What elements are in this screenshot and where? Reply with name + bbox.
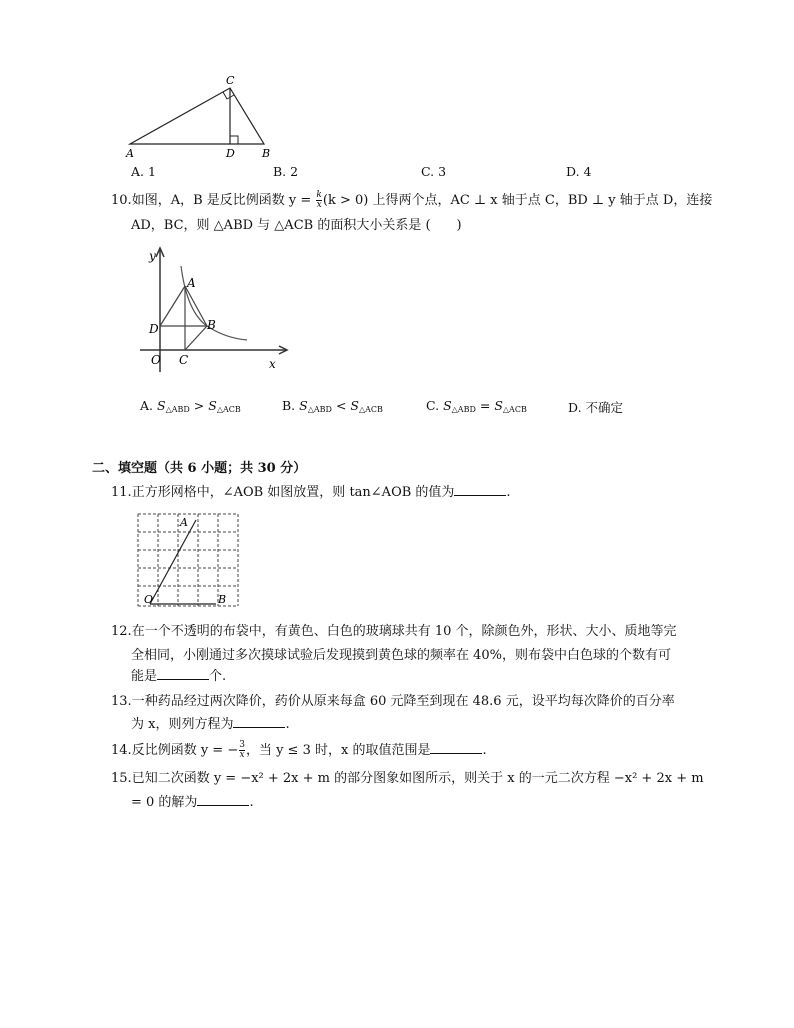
q10-line-2: AD，BC，则 △ABD 与 △ACB 的面积大小关系是 ( ) <box>131 218 462 233</box>
label-y: y <box>149 249 156 263</box>
q14-answer-blank[interactable] <box>430 741 482 754</box>
q10-option-b[interactable]: B. $S_{\triangle ABD} < S_{\triangle ACB}$ <box>282 398 383 414</box>
q12-line-2: 全相同，小刚通过多次摸球试验后发现摸到黄色球的频率在 40%，则布袋中白色球的个数有可 <box>131 648 672 663</box>
q10-number: 10. <box>111 193 132 208</box>
q10-hyperbola-figure <box>135 242 295 374</box>
q12-number: 12. <box>111 624 132 639</box>
label-b: B <box>207 318 216 332</box>
q15-line-2: = 0 的解为 . <box>131 795 254 810</box>
label-c: C <box>179 353 189 367</box>
q11-answer-blank[interactable] <box>454 483 506 496</box>
q11-grid-figure <box>136 512 240 610</box>
q12-answer-blank[interactable] <box>157 667 209 680</box>
section-2-title: 二、填空题（共 6 小题；共 30 分） <box>92 461 307 476</box>
label-x: x <box>269 357 276 371</box>
label-c: C <box>226 74 235 87</box>
q15-line-1: 15.已知二次函数 y = −x² + 2x + m 的部分图象如图所示，则关于 x 的一元二次方程 −x² + 2x + m <box>111 771 704 786</box>
label-b: B <box>262 147 271 160</box>
q13-answer-blank[interactable] <box>233 715 285 728</box>
q10-option-d[interactable]: D. 不确定 <box>568 400 624 415</box>
q14-line: 14.反比例函数 y = − $\frac{3}{x}$ ，当 y ≤ 3 时，x 的取值范围是 . <box>111 740 487 760</box>
q9-option-d[interactable]: D. 4 <box>566 164 592 179</box>
q10-option-a[interactable]: A. $S_{\triangle ABD} > S_{\triangle ACB}$ <box>140 398 241 414</box>
q10-option-c[interactable]: C. $S_{\triangle ABD} = S_{\triangle ACB}$ <box>426 398 527 414</box>
segment-bc <box>185 326 207 350</box>
label-o: O <box>151 353 161 367</box>
q12-line-1: 12.在一个不透明的布袋中，有黄色、白色的玻璃球共有 10 个，除颜色外，形状、大小、质地等完 <box>111 624 677 639</box>
segment-ab <box>185 286 207 326</box>
q13-number: 13. <box>111 694 132 709</box>
label-a: A <box>126 147 134 160</box>
label-a: A <box>187 276 196 290</box>
label-o: O <box>144 593 154 606</box>
q9-triangle-figure <box>122 72 282 160</box>
q9-option-a[interactable]: A. 1 <box>131 164 156 179</box>
label-d: D <box>226 147 235 160</box>
q10-line-1: 10.如图，A，B 是反比例函数 y = $\frac{k}{x}$ (k > 0) 上得两个点，AC ⊥ x 轴于点 C，BD ⊥ y 轴于点 D，连接 <box>111 190 713 210</box>
ray-oa <box>150 520 196 604</box>
q9-option-b[interactable]: B. 2 <box>273 164 299 179</box>
q13-line-2: 为 x，则列方程为 . <box>131 717 290 732</box>
q15-number: 15. <box>111 771 132 786</box>
right-angle-mark-d <box>230 136 238 144</box>
q11-number: 11. <box>111 485 132 500</box>
label-a: A <box>180 516 188 529</box>
q15-answer-blank[interactable] <box>197 793 249 806</box>
triangle-abc <box>130 88 264 144</box>
q13-line-1: 13.一种药品经过两次降价，药价从原来每盒 60 元降至到现在 48.6 元，设平均每次降价的百分率 <box>111 694 675 709</box>
q9-option-c[interactable]: C. 3 <box>421 164 447 179</box>
q12-line-3: 能是 个. <box>131 669 227 684</box>
segment-ad <box>160 286 185 326</box>
label-b: B <box>218 593 227 606</box>
q11-line: 11.正方形网格中，∠AOB 如图放置，则 tan∠AOB 的值为 . <box>111 485 511 500</box>
label-d: D <box>149 322 159 336</box>
q14-number: 14. <box>111 743 132 758</box>
right-angle-mark-c <box>223 92 234 99</box>
